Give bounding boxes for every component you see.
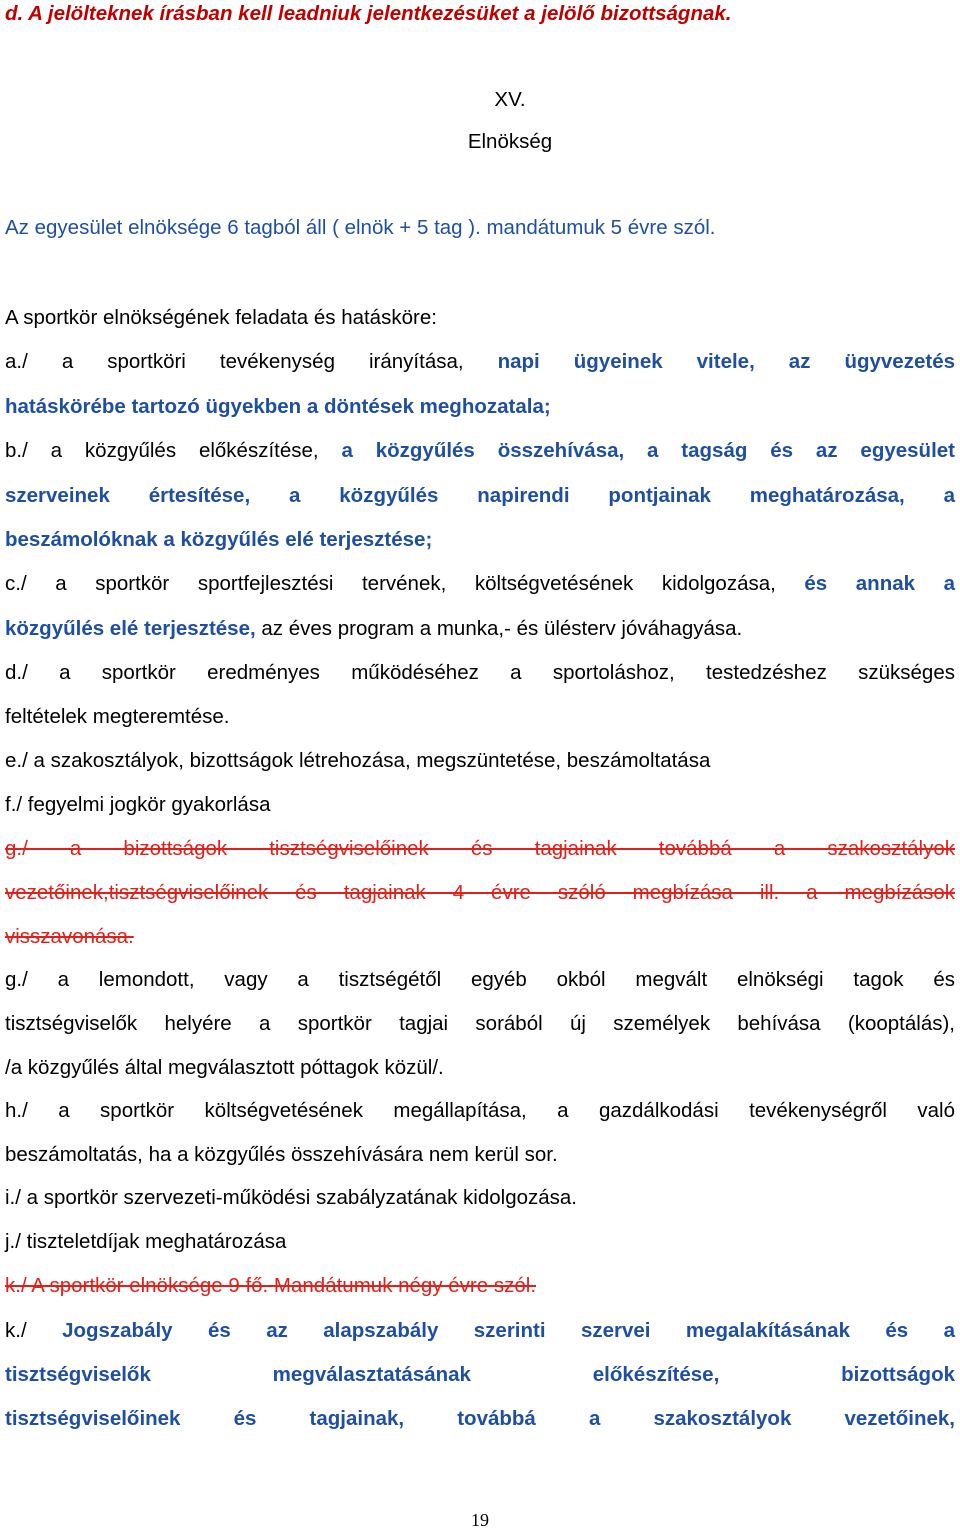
item-a-line-1: a./ a sportköri tevékenység irányítása, napi ügyeinek vitele, az ügyvezetés: [5, 350, 955, 373]
item-j: j./ tiszteletdíjak meghatározása: [5, 1230, 287, 1253]
section-number: XV.: [494, 88, 526, 111]
item-f: f./ fegyelmi jogkör gyakorlása: [5, 793, 271, 816]
item-h-line-2: beszámoltatás, ha a közgyűlés összehívására nem kerül sor.: [5, 1143, 558, 1166]
item-e: e./ a szakosztályok, bizottságok létrehozása, megszüntetése, beszámoltatása: [5, 749, 711, 772]
duties-intro: A sportkör elnökségének feladata és hatásköre:: [5, 306, 437, 329]
item-g-line-1: g./ a lemondott, vagy a tisztségétől egyéb okból megvált elnökségi tagok és: [5, 968, 955, 991]
item-d-line-1: d./ a sportkör eredményes működéséhez a sportoláshoz, testedzéshez szükséges: [5, 661, 955, 684]
item-k-line-1: k./ Jogszabály és az alapszabály szerinti szervei megalakításának és a: [5, 1319, 956, 1342]
item-c-line-2: közgyűlés elé terjesztése, az éves program a munka,- és ülésterv jóváhagyása.: [5, 617, 743, 640]
item-d-line-2: feltételek megteremtése.: [5, 705, 230, 728]
item-a-line-2: hatáskörébe tartozó ügyekben a döntések meghozatala;: [5, 395, 551, 418]
page-number: 19: [471, 1510, 489, 1530]
section-title: Elnökség: [467, 130, 553, 153]
item-g-struck-line-2: vezetőinek,tisztségviselőinek és tagjainak 4 évre szóló megbízása ill. a megbízások: [5, 881, 955, 904]
item-g-struck-line-3: visszavonása.: [5, 925, 134, 948]
item-b-line-2: szerveinek értesítése, a közgyűlés napirendi pontjainak meghatározása, a: [5, 484, 955, 507]
item-g-line-2: tisztségviselők helyére a sportkör tagjai sorából új személyek behívása (kooptálás),: [5, 1012, 955, 1035]
item-b-line-1: b./ a közgyűlés előkészítése, a közgyűlés összehívása, a tagság és az egyesület: [5, 439, 955, 462]
item-c-line-1: c./ a sportkör sportfejlesztési tervének, költségvetésének kidolgozása, és annak a: [5, 572, 956, 595]
item-b-line-3: beszámolóknak a közgyűlés elé terjesztése;: [5, 528, 433, 551]
item-g-line-3: /a közgyűlés által megválasztott póttagok közül/.: [5, 1056, 444, 1079]
board-intro: Az egyesület elnöksége 6 tagból áll ( elnök + 5 tag ). mandátumuk 5 évre szól.: [5, 216, 716, 239]
item-h-line-1: h./ a sportkör költségvetésének megállapítása, a gazdálkodási tevékenységről való: [5, 1099, 955, 1122]
item-k-line-2: tisztségviselők megválasztatásának előkészítése, bizottságok: [5, 1363, 955, 1386]
item-i: i./ a sportkör szervezeti-működési szabályzatának kidolgozása.: [5, 1186, 577, 1209]
heading-d: d. A jelölteknek írásban kell leadniuk jelentkezésüket a jelölő bizottságnak.: [5, 2, 732, 25]
item-g-struck-line-1: g./ a bizottságok tisztségviselőinek és tagjainak továbbá a szakosztályok: [5, 837, 955, 860]
item-k-line-3: tisztségviselőinek és tagjainak, továbbá a szakosztályok vezetőinek,: [5, 1407, 955, 1430]
item-k-struck: k./ A sportkör elnöksége 9 fő. Mandátumuk négy évre szól.: [5, 1274, 537, 1297]
